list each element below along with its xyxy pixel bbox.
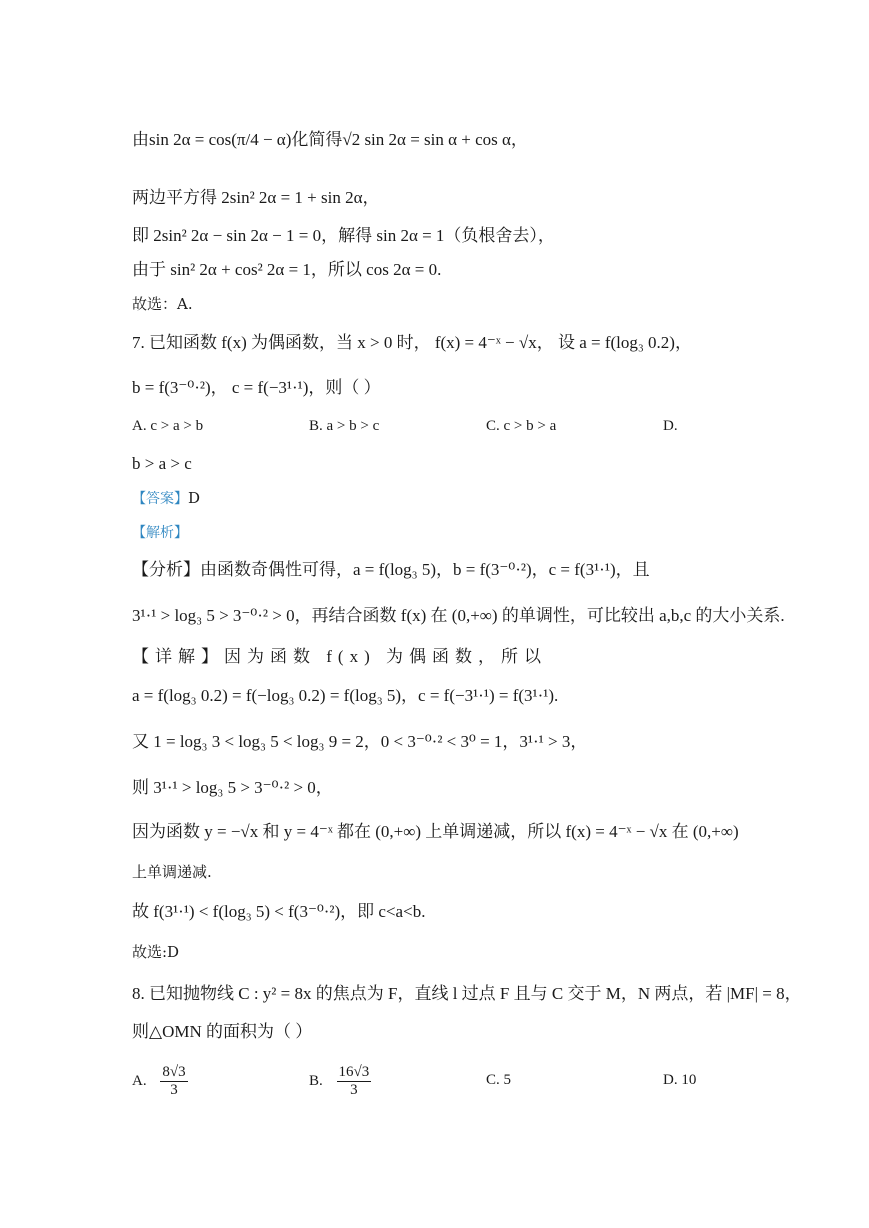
answer-label: 【答案】 [132, 490, 188, 506]
question-7-stem: 7. 已知函数 f(x) 为偶函数，当 x > 0 时， f(x) = 4⁻ˣ − √x， 设 a = f(log₃ 0.2)， [132, 333, 692, 352]
detailed-solution-line-5: 因为函数 y = −√x 和 y = 4⁻ˣ 都在 (0,+∞) 上单调递减，所以 f(x) = 4⁻ˣ − √x 在 (0,+∞) [132, 822, 739, 841]
q8-option-a-fraction [160, 1064, 187, 1099]
q7-option-d-value: b > a > c [132, 454, 192, 473]
q8-option-b-label: B. [309, 1072, 323, 1089]
q7-option-c: C. c > b > a [486, 418, 557, 434]
analysis-label: 【解析】 [132, 524, 188, 540]
q8-option-a [132, 1064, 188, 1099]
q8-option-b-fraction [337, 1064, 372, 1099]
q7-option-d: D. [663, 418, 678, 434]
answer-value: D [188, 489, 201, 507]
question-8-stem: 8. 已知抛物线 C : y² = 8x 的焦点为 F，直线 l 过点 F 且与 C 交于 M，N 两点，若 |MF| = 8， [132, 984, 802, 1003]
q8-option-a-numerator: 8√3 [162, 1064, 186, 1080]
q8-option-c: C. 5 [486, 1072, 512, 1088]
question-8-stem-cont: 则△OMN 的面积为（ ） [132, 1022, 313, 1041]
detailed-solution-line-3: 又 1 = log₃ 3 < log₃ 5 < log₃ 9 = 2，0 < 3⁻⁰·² < 3⁰ = 1，3¹·¹ > 3， [132, 732, 588, 751]
detailed-solution-choice: 故选:D [132, 943, 180, 961]
q8-option-a-label: A. [132, 1072, 147, 1089]
solution-line-4: 由于 sin² 2α + cos² 2α = 1，所以 cos 2α = 0. [132, 260, 442, 279]
question-7-stem-cont: b = f(3⁻⁰·²)， c = f(−3¹·¹)，则（ ） [132, 378, 381, 397]
detailed-solution-line-6: 上单调递减. [132, 863, 212, 881]
answer-row [132, 486, 200, 510]
analysis-summary-line-1: 【分析】由函数奇偶性可得，a = f(log₃ 5)，b = f(3⁻⁰·²)，c = f(3¹·¹)，且 [132, 560, 650, 579]
q8-option-b-denominator: 3 [350, 1082, 358, 1098]
analysis-summary-line-2: 3¹·¹ > log₃ 5 > 3⁻⁰·² > 0，再结合函数 f(x) 在 (0,+∞) 的单调性，可比较出 a,b,c 的大小关系. [132, 606, 785, 625]
q7-option-b: B. a > b > c [309, 418, 380, 434]
q8-option-a-denominator: 3 [170, 1082, 178, 1098]
q8-option-d: D. 10 [663, 1072, 697, 1088]
q7-option-a: A. c > a > b [132, 418, 204, 434]
q8-option-b-numerator: 16√3 [338, 1064, 370, 1080]
detailed-solution-line-1: 【详解】因为函数 f(x) 为偶函数，所以 [132, 647, 547, 666]
solution-choice: 故选：A. [132, 295, 193, 313]
detailed-solution-line-4: 则 3¹·¹ > log₃ 5 > 3⁻⁰·² > 0， [132, 778, 333, 797]
detailed-solution-line-7: 故 f(3¹·¹) < f(log₃ 5) < f(3⁻⁰·²)，即 c<a<b. [132, 902, 426, 921]
detailed-solution-line-2: a = f(log₃ 0.2) = f(−log₃ 0.2) = f(log₃ 5)，c = f(−3¹·¹) = f(3¹·¹). [132, 686, 559, 705]
solution-line-1: 由sin 2α = cos(π/4 − α)化简得√2 sin 2α = sin α + cos α， [132, 130, 528, 149]
q8-option-b [309, 1064, 371, 1099]
solution-line-2: 两边平方得 2sin² 2α = 1 + sin 2α， [132, 188, 380, 207]
solution-line-3: 即 2sin² 2α − sin 2α − 1 = 0，解得 sin 2α = 1（负根舍去）， [132, 226, 555, 245]
